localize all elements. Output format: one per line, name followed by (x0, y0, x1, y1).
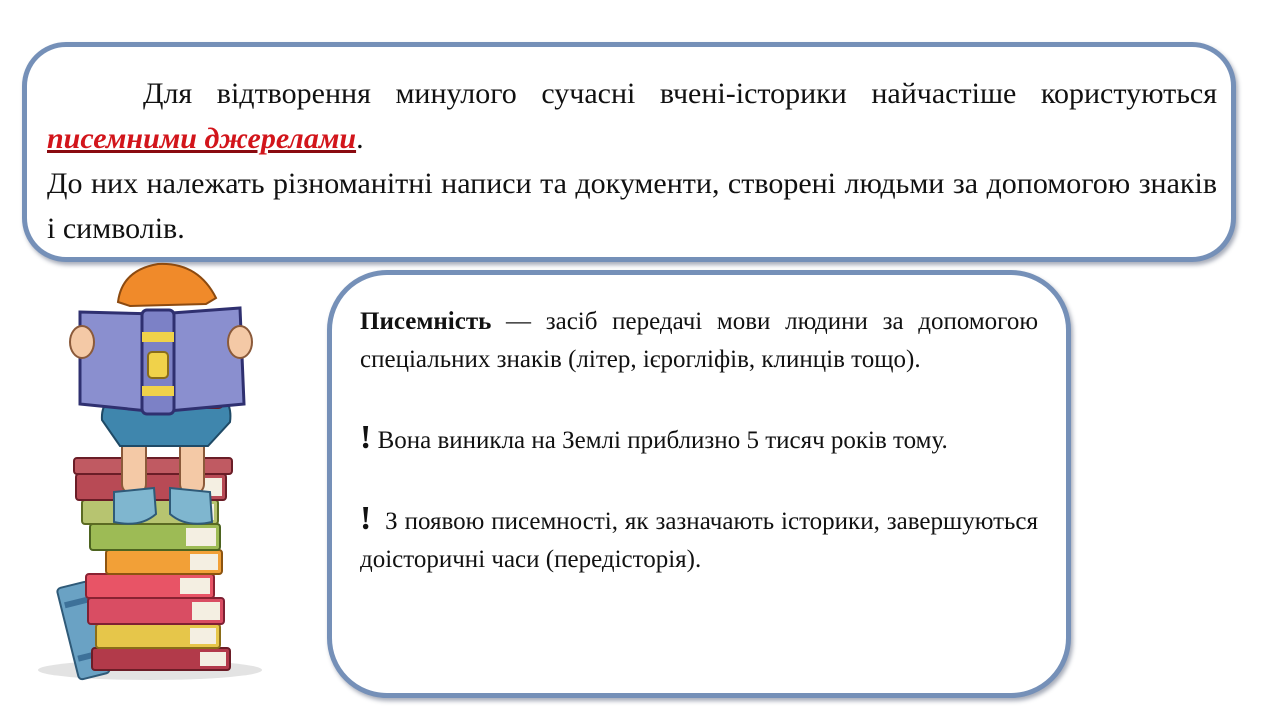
exclamation-icon: ! (360, 500, 372, 537)
boy-reading-on-books-illustration (30, 252, 280, 692)
fact-origin (360, 419, 1038, 460)
fact-prehistory (360, 500, 1045, 579)
definition-panel (327, 270, 1071, 698)
intro-panel (22, 42, 1236, 262)
definition-text (360, 303, 1045, 579)
writing-definition-body: — засіб передачі мови людини за допомогою спеціальних знаків (літер, ієрогліфів, клинців тощо). (360, 308, 1038, 373)
written-sources-highlight: писемними джерелами (47, 122, 357, 155)
writing-definition (360, 303, 1038, 379)
intro-second-sentence: До них належать різноманітні написи та документи, створені людьми за допомогою знаків і символів. (47, 167, 1217, 245)
exclamation-icon: ! (360, 419, 372, 456)
intro-sentence-start: Для відтворення минулого сучасні вчені-історики найчастіше користуються (143, 77, 1217, 110)
intro-text (47, 71, 1217, 251)
fact-prehistory-text: З появою писемності, як зазначають історики, завершуються доісторичні часи (передісторія). (360, 508, 1045, 573)
intro-sentence-end: . (356, 122, 364, 155)
fact-origin-text: Вона виникла на Землі приблизно 5 тисяч років тому. (371, 427, 948, 454)
writing-term: Писемність (360, 308, 492, 335)
